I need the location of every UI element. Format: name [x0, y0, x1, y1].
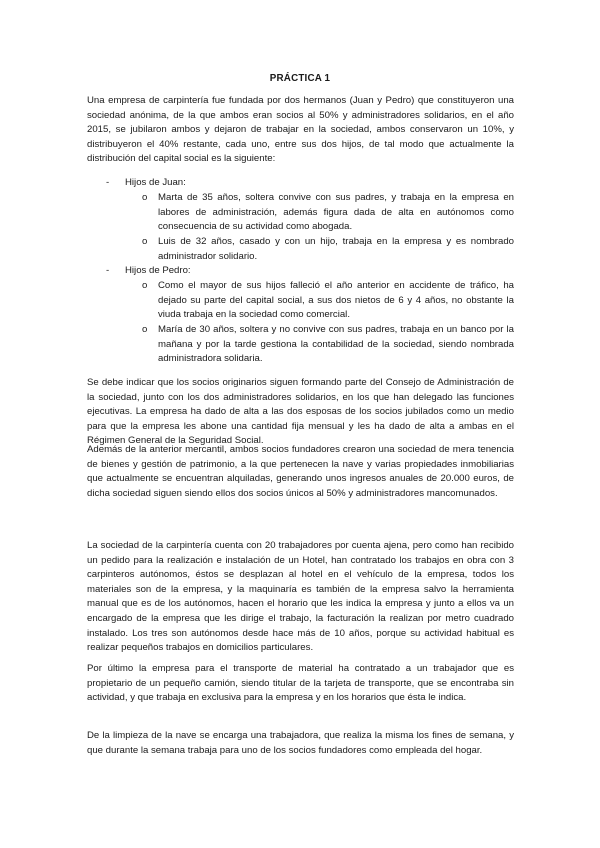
body-paragraph: Por último la empresa para el transporte de material ha contratado a un trabajador que es propietario de un pequeño camión, siendo titular de la tarjeta de transporte, que se encontraba sin actividad, y que trabaja en exclusiva para la empresa y en los horarios que ésta le indica. — [87, 663, 514, 704]
body-paragraph: Se debe indicar que los socios originarios siguen formando parte del Consejo de Administración de la sociedad, junto con los dos administradores solidarios, en los que han delegado las funciones ejecutivas. La empresa ha dado de alta a las dos esposas de los socios jubilados como un medio para que la empresa les abone una cantidad fija mensual y les ha dado de alta a ambas en el Régimen General de la Seguridad Social. — [87, 377, 514, 447]
group-label: Hijos de Pedro: — [125, 265, 191, 276]
page-title: PRÁCTICA 1 — [269, 73, 331, 84]
circle-bullet: o — [142, 236, 148, 247]
dash-bullet: - — [106, 265, 110, 276]
list-item-text: Como el mayor de sus hijos falleció el año anterior en accidente de tráfico, ha dejado su parte del capital social, a sus dos nietos de 6 y 4 años, no obstante la viuda trabaja en la sociedad como comercial. — [158, 280, 514, 321]
intro-paragraph: Una empresa de carpintería fue fundada por dos hermanos (Juan y Pedro) que constituyeron una sociedad anónima, de la que ambos eran socios al 50% y administradores solidarios, en el año 2015, se jubilaron ambos y dejaron de trabajar en la sociedad, ambos conservaron un 10%, y distribuyeron el 40% restante, cada uno, entre sus dos hijos, de tal modo que actualmente la distribución del capital social es la siguiente: — [87, 95, 514, 165]
body-paragraph: De la limpieza de la nave se encarga una trabajadora, que realiza la misma los fines de semana, y que durante la semana trabaja para uno de los socios fundadores como empleada del hogar. — [87, 730, 514, 756]
body-paragraph: La sociedad de la carpintería cuenta con 20 trabajadores por cuenta ajena, pero como han recibido un pedido para la realización e instalación de un Hotel, han contratado los trabajos en obra con 3 carpinteros autónomos, éstos se desplazan al hotel en el vehículo de la empresa, todos los materiales son de la empresa, y la maquinaría es también de la empresa salvo la herramienta manual que es de los autónomos, hacen el horario que les indica la empresa y junto a ellos va un encargado de la empresa que les dirige el trabajo, la facturación la realizan por metro cuadrado instalado. Los tres son autónomos desde hace más de 10 años, porque su actividad habitual es realizar pequeños trabajos en domicilios particulares. — [87, 540, 514, 654]
group-label: Hijos de Juan: — [125, 177, 186, 188]
body-paragraph: Además de la anterior mercantil, ambos socios fundadores crearon una sociedad de mera tenencia de bienes y gestión de patrimonio, a la que pertenecen la nave y varias propiedades inmobiliarias que actualmente se encuentran alquiladas, generando unos ingresos anuales de 20.000 euros, de dicha sociedad siguen siendo ellos dos socios únicos al 50% y administradores mancomunados. — [87, 444, 514, 499]
circle-bullet: o — [142, 324, 148, 335]
list-item-text: Marta de 35 años, soltera convive con sus padres, y trabaja en la empresa en labores de administración, además figura dada de alta en autónomos como consecuencia de su actividad como abogada. — [158, 192, 514, 233]
dash-bullet: - — [106, 177, 110, 188]
circle-bullet: o — [142, 192, 148, 203]
list-item-text: Luis de 32 años, casado y con un hijo, trabaja en la empresa y es nombrado administrador solidario. — [158, 236, 514, 262]
list-item-text: María de 30 años, soltera y no convive con sus padres, trabaja en un banco por la mañana y por la tarde gestiona la contabilidad de la sociedad, siendo nombrada administradora solidaria. — [158, 324, 514, 365]
circle-bullet: o — [142, 280, 148, 291]
